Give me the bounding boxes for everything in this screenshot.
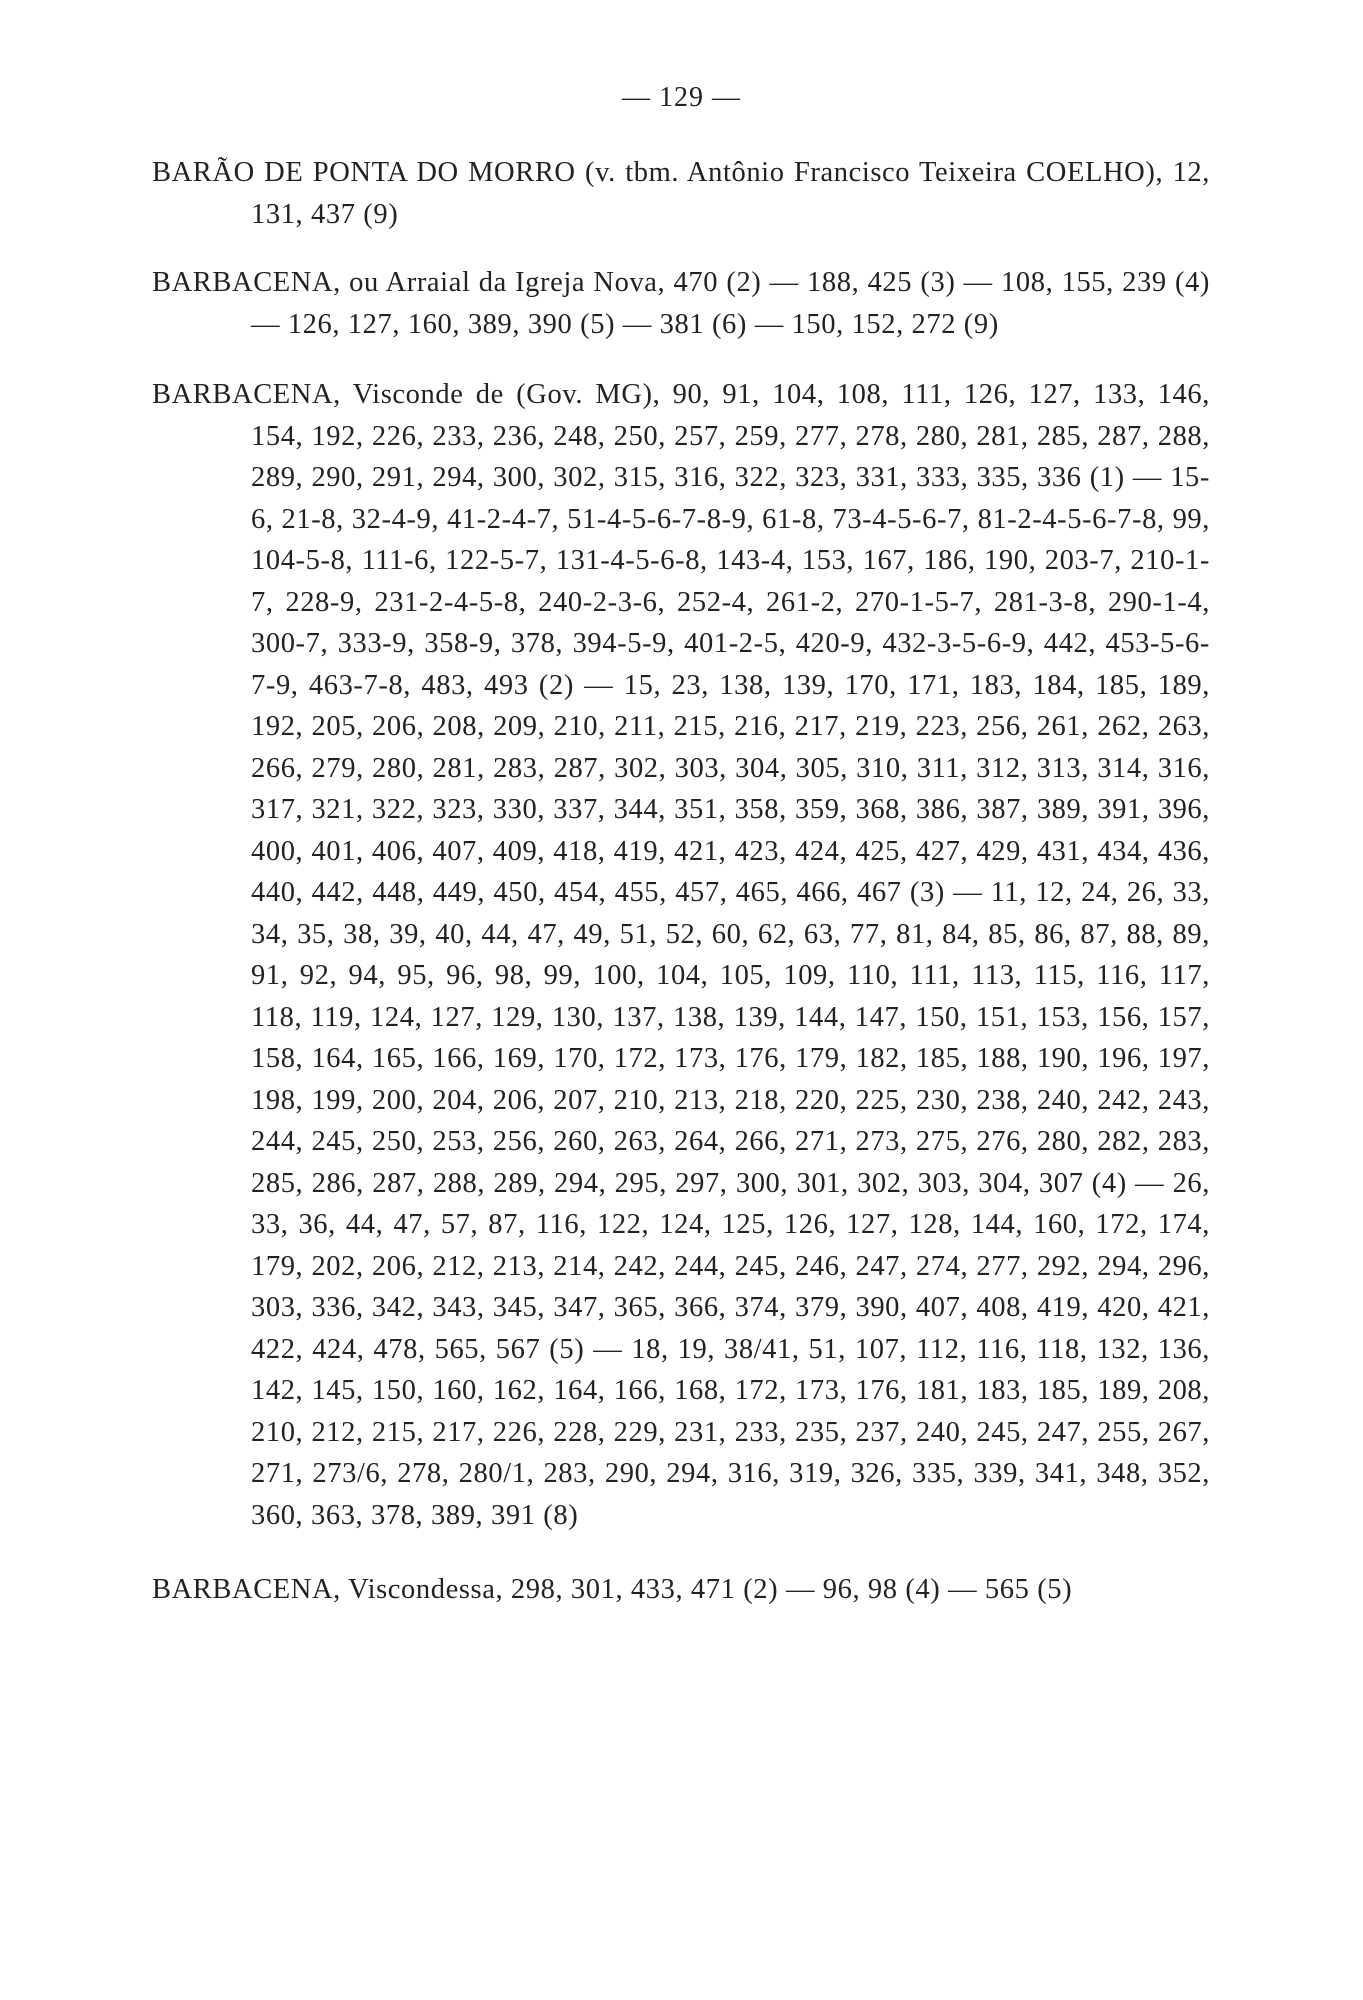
index-entry-barbacena-arraial: BARBACENA, ou Arraial da Igreja Nova, 470 (2) — 188, 425 (3) — 108, 155, 239 (4) — 126, 127, 160, 389, 390 (5) — 381 (6) — 150, 152, 272 (9) xyxy=(152,267,1210,340)
page-number: — 129 — xyxy=(622,82,741,113)
index-entry-barao-de-ponta-do-morro: BARÃO DE PONTA DO MORRO (v. tbm. Antônio Francisco Teixeira COELHO), 12, 131, 437 (9) xyxy=(152,157,1210,230)
index-entries xyxy=(152,152,1210,1611)
index-entry-barbacena-viscondessa: BARBACENA, Viscondessa, 298, 301, 433, 471 (2) — 96, 98 (4) — 565 (5) xyxy=(152,1574,1073,1605)
index-entry-barbacena-visconde: BARBACENA, Visconde de (Gov. MG), 90, 91, 104, 108, 111, 126, 127, 133, 146, 154, 192, 226, 233, 236, 248, 250, 257, 259, 277, 278, 280, 281, 285, 287, 288, 289, 290, 291, 294, 300, 302, 315, 316, 322, 323, 331, 333, 335, 336 (1) — 15-6, 21-8, 32-4-9, 41-2-4-7, 51-4-5-6-7-8-9, 61-8, 73-4-5-6-7, 81-2-4-5-6-7-8, 99, 104-5-8, 111-6, 122-5-7, 131-4-5-6-8, 143-4, 153, 167, 186, 190, 203-7, 210-1-7, 228-9, 231-2-4-5-8, 240-2-3-6, 252-4, 261-2, 270-1-5-7, 281-3-8, 290-1-4, 300-7, 333-9, 358-9, 378, 394-5-9, 401-2-5, 420-9, 432-3-5-6-9, 442, 453-5-6-7-9, 463-7-8, 483, 493 (2) — 15, 23, 138, 139, 170, 171, 183, 184, 185, 189, 192, 205, 206, 208, 209, 210, 211, 215, 216, 217, 219, 223, 256, 261, 262, 263, 266, 279, 280, 281, 283, 287, 302, 303, 304, 305, 310, 311, 312, 313, 314, 316, 317, 321, 322, 323, 330, 337, 344, 351, 358, 359, 368, 386, 387, 389, 391, 396, 400, 401, 406, 407, 409, 418, 419, 421, 423, 424, 425, 427, 429, 431, 434, 436, 440, 442, 448, 449, 450, 454, 455, 457, 465, 466, 467 (3) — 11, 12, 24, 26, 33, 34, 35, 38, 39, 40, 44, 47, 49, 51, 52, 60, 62, 63, 77, 81, 84, 85, 86, 87, 88, 89, 91, 92, 94, 95, 96, 98, 99, 100, 104, 105, 109, 110, 111, 113, 115, 116, 117, 118, 119, 124, 127, 129, 130, 137, 138, 139, 144, 147, 150, 151, 153, 156, 157, 158, 164, 165, 166, 169, 170, 172, 173, 176, 179, 182, 185, 188, 190, 196, 197, 198, 199, 200, 204, 206, 207, 210, 213, 218, 220, 225, 230, 238, 240, 242, 243, 244, 245, 250, 253, 256, 260, 263, 264, 266, 271, 273, 275, 276, 280, 282, 283, 285, 286, 287, 288, 289, 294, 295, 297, 300, 301, 302, 303, 304, 307 (4) — 26, 33, 36, 44, 47, 57, 87, 116, 122, 124, 125, 126, 127, 128, 144, 160, 172, 174, 179, 202, 206, 212, 213, 214, 242, 244, 245, 246, 247, 274, 277, 292, 294, 296, 303, 336, 342, 343, 345, 347, 365, 366, 374, 379, 390, 407, 408, 419, 420, 421, 422, 424, 478, 565, 567 (5) — 18, 19, 38/41, 51, 107, 112, 116, 118, 132, 136, 142, 145, 150, 160, 162, 164, 166, 168, 172, 173, 176, 181, 183, 185, 189, 208, 210, 212, 215, 217, 226, 228, 229, 231, 233, 235, 237, 240, 245, 247, 255, 267, 271, 273/6, 278, 280/1, 283, 290, 294, 316, 319, 326, 335, 339, 341, 348, 352, 360, 363, 378, 389, 391 (8) xyxy=(152,379,1210,1531)
